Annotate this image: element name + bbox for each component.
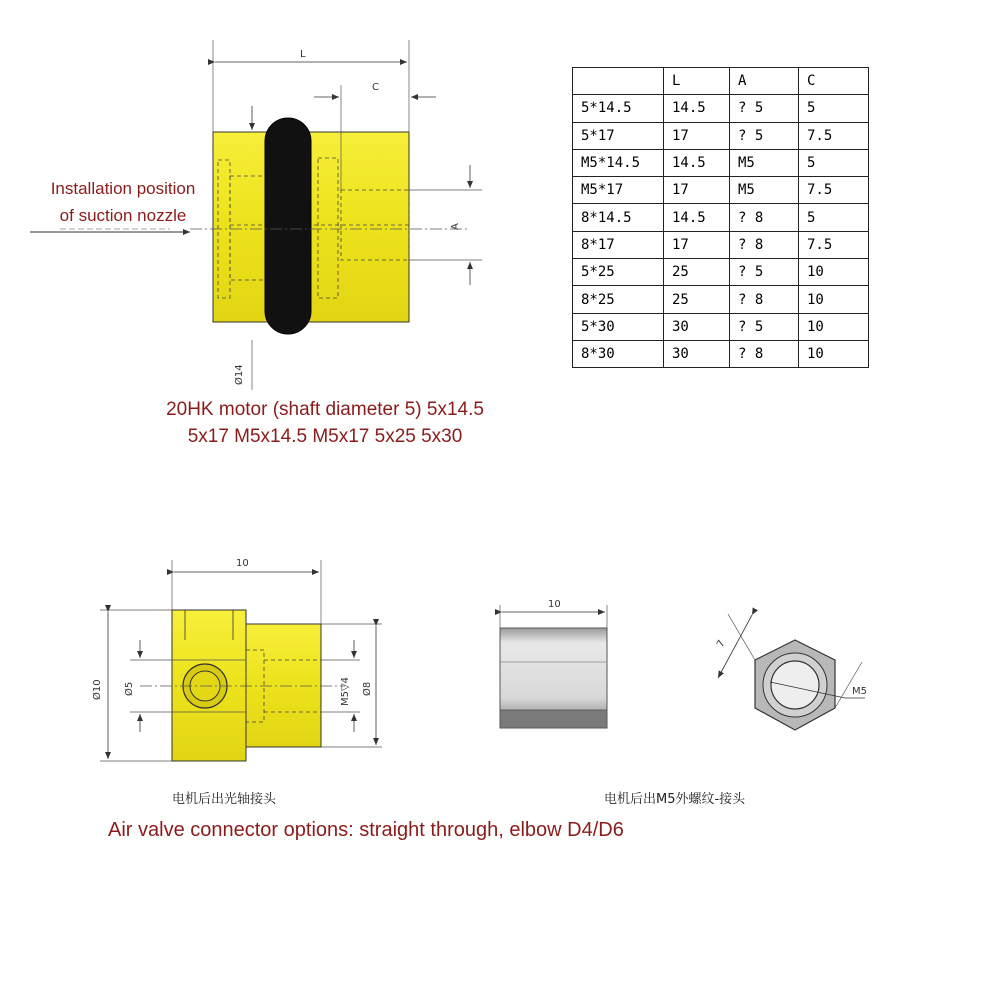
table-cell: 25 — [664, 286, 730, 313]
table-cell: ? 5 — [730, 313, 799, 340]
table-cell: 8*30 — [573, 340, 664, 367]
table-cell: M5 — [730, 177, 799, 204]
bottom-left-coupling-drawing — [91, 558, 382, 761]
table-row — [573, 231, 869, 258]
table-cell: 14.5 — [664, 149, 730, 176]
dim-d5: Ø5 — [124, 681, 135, 696]
table-cell — [573, 68, 664, 95]
main-caption-line2: 5x17 M5x14.5 M5x17 5x25 5x30 — [187, 426, 463, 447]
table-cell: 10 — [799, 340, 869, 367]
table-cell: 5*30 — [573, 313, 664, 340]
table-row — [573, 149, 869, 176]
table-cell: 14.5 — [664, 204, 730, 231]
table-row — [573, 340, 869, 367]
table-cell: ? 5 — [730, 259, 799, 286]
table-cell: 5*17 — [573, 122, 664, 149]
table-row — [573, 122, 869, 149]
table-cell: ? 5 — [730, 95, 799, 122]
table-row — [573, 286, 869, 313]
table-row — [573, 177, 869, 204]
dim-d10: Ø10 — [92, 679, 103, 700]
table-cell: M5*17 — [573, 177, 664, 204]
bottom-right-caption: 电机后出M5外螺纹-接头 — [604, 792, 746, 807]
dim-C: C — [372, 82, 379, 93]
dim-m5-right: M5 — [852, 686, 867, 697]
table-cell: ? 5 — [730, 122, 799, 149]
table-cell: 5 — [799, 204, 869, 231]
dim-d8: Ø8 — [362, 681, 373, 696]
table-cell: 17 — [664, 122, 730, 149]
bottom-right-fitting-drawing — [500, 599, 607, 728]
table-cell: M5*14.5 — [573, 149, 664, 176]
table-row — [573, 95, 869, 122]
table-cell: 30 — [664, 340, 730, 367]
dim-m5-left: M5▽4 — [340, 676, 351, 706]
dim-7: 7 — [715, 638, 728, 650]
installation-position-label — [28, 175, 218, 229]
table-cell: C — [799, 68, 869, 95]
table-row — [573, 313, 869, 340]
dim-A: A — [450, 223, 461, 230]
table-row — [573, 259, 869, 286]
table-cell: 8*17 — [573, 231, 664, 258]
table-cell: ? 8 — [730, 204, 799, 231]
table-cell: ? 8 — [730, 340, 799, 367]
table-cell: 17 — [664, 177, 730, 204]
table-cell: 25 — [664, 259, 730, 286]
table-cell: A — [730, 68, 799, 95]
table-cell: 7.5 — [799, 231, 869, 258]
table-cell: ? 8 — [730, 286, 799, 313]
table-cell: 10 — [799, 286, 869, 313]
main-caption-line1: 20HK motor (shaft diameter 5) 5x14.5 — [166, 399, 484, 420]
table-cell: ? 8 — [730, 231, 799, 258]
dim-L: L — [300, 49, 306, 60]
table-cell: 8*14.5 — [573, 204, 664, 231]
table-cell: 5 — [799, 95, 869, 122]
installation-label-line1: Installation position — [50, 179, 196, 198]
table-cell: 8*25 — [573, 286, 664, 313]
table-cell: L — [664, 68, 730, 95]
dim-d14: Ø14 — [234, 364, 245, 385]
hex-nut-drawing — [715, 614, 867, 730]
table-cell: 30 — [664, 313, 730, 340]
table-cell: 10 — [799, 313, 869, 340]
table-cell: 10 — [799, 259, 869, 286]
spec-table — [572, 67, 869, 368]
table-cell: 14.5 — [664, 95, 730, 122]
o-ring — [265, 118, 311, 334]
table-cell: 17 — [664, 231, 730, 258]
table-header-row — [573, 68, 869, 95]
table-cell: 5*14.5 — [573, 95, 664, 122]
dim-10-right: 10 — [548, 599, 561, 610]
table-cell: 7.5 — [799, 122, 869, 149]
table-row — [573, 204, 869, 231]
table-cell: 7.5 — [799, 177, 869, 204]
table-cell: M5 — [730, 149, 799, 176]
installation-label-line2: of suction nozzle — [59, 206, 187, 225]
table-cell: 5 — [799, 149, 869, 176]
main-caption — [60, 396, 590, 450]
air-valve-caption: Air valve connector options: straight through, elbow D4/D6 — [108, 819, 624, 841]
bottom-left-caption: 电机后出光轴接头 — [172, 792, 277, 807]
table-cell: 5*25 — [573, 259, 664, 286]
dim-10-left: 10 — [236, 558, 249, 569]
